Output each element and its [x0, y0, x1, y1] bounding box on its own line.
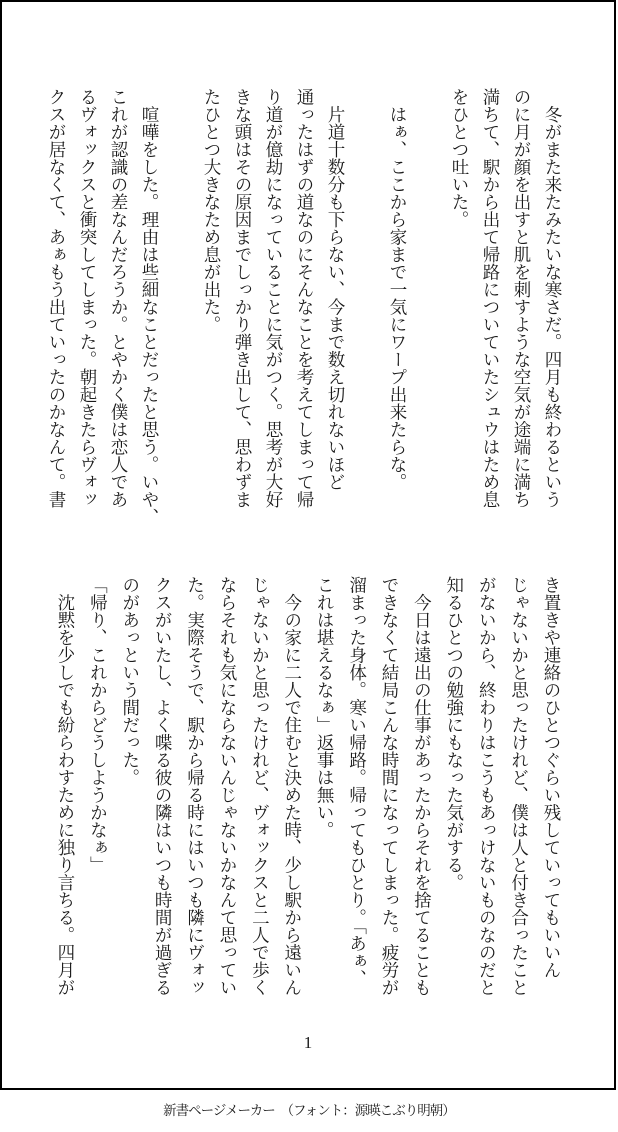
text-line: クスが居なくて、あぁもう出ていったのかなんて。書	[47, 88, 67, 508]
text-line	[165, 88, 196, 508]
text-line: 喧嘩をした。理由は些細なことだったと思う。いや、	[140, 88, 160, 526]
text-line: 今日は遠出の仕事があったからそれを捨てることも	[412, 576, 433, 996]
text-line: これが認識の差なんだろうか。とやかく僕は恋人であ	[109, 88, 129, 508]
text-line: じゃないかと思ったけれど、ヴォックスと二人で歩く	[250, 576, 271, 996]
text-line: のがあっという間だった。	[120, 576, 141, 786]
text-line: た。実際そうで、駅から帰る時にはいつも隣にヴォッ	[185, 576, 206, 996]
text-line: じゃないかと思ったけれど、僕は人と付き合ったこと	[509, 576, 530, 996]
text-line: るヴォックスと衝突してしまった。朝起きたらヴォッ	[78, 88, 98, 508]
text-line: 通ったはずの道なのにそんなことを考えてしまって帰	[295, 88, 315, 508]
text-line: 冬がまた来たみたいな寒さだ。四月も終わるという	[543, 88, 563, 508]
text-line: き置きや連絡のひとつぐらい残していってもいいん	[542, 576, 562, 979]
text-line: 今の家に二人で住むと決めた時、少し駅から遠いん	[282, 576, 303, 996]
text-line: 満ちて、駅から出て帰路についていたシュウはため息	[481, 88, 501, 508]
text-line: できなくて結局こんな時間になってしまった。疲労が	[379, 576, 400, 996]
text-line: のに月が顔を出すと肌を刺すような空気が途端に満ち	[512, 88, 532, 508]
footer-caption: 新書ページメーカー （フォント：源暎こぶり明朝）	[163, 1103, 455, 1118]
novel-text-block-bottom	[50, 576, 569, 996]
text-line: がないから、終わりはこうもあっけないものなのだと	[477, 576, 498, 996]
novel-text-block-top	[41, 88, 568, 526]
text-line: たひとつ大きなため息が出た。	[202, 88, 222, 333]
text-line: ならそれも気にならないんじゃないかなんて思ってい	[217, 576, 238, 996]
text-line	[413, 88, 444, 508]
text-line: はぁ、ここから家まで一気にワープ出来たらな。	[388, 88, 408, 491]
text-line: 「帰り、これからどうしようかなぁ」	[88, 576, 109, 874]
text-line: 知るひとつの勉強にもなった気がする。	[444, 576, 465, 891]
text-line: 溜まった身体。寒い帰路。帰ってもひとり。「あぁ、	[347, 576, 368, 988]
text-line: クスがいたし、よく喋る彼の隣はいつも時間が過ぎる	[153, 576, 174, 996]
text-line: 片道十数分も下らない、今まで数え切れないほど	[326, 88, 346, 491]
text-line: これは堪えるなぁ」返事は無い。	[315, 576, 336, 839]
page-number: 1	[303, 1033, 313, 1052]
text-line: 沈黙を少しでも紛らわすために独り言ちる。四月が	[55, 576, 76, 996]
text-line: り道が億劫になっていることに気がつく。思考が大好	[264, 88, 284, 508]
text-line: をひとつ吐いた。	[450, 88, 470, 228]
text-line	[351, 88, 382, 508]
text-line: きな頭はその原因までしっかり弾き出して、思わずま	[233, 88, 253, 508]
